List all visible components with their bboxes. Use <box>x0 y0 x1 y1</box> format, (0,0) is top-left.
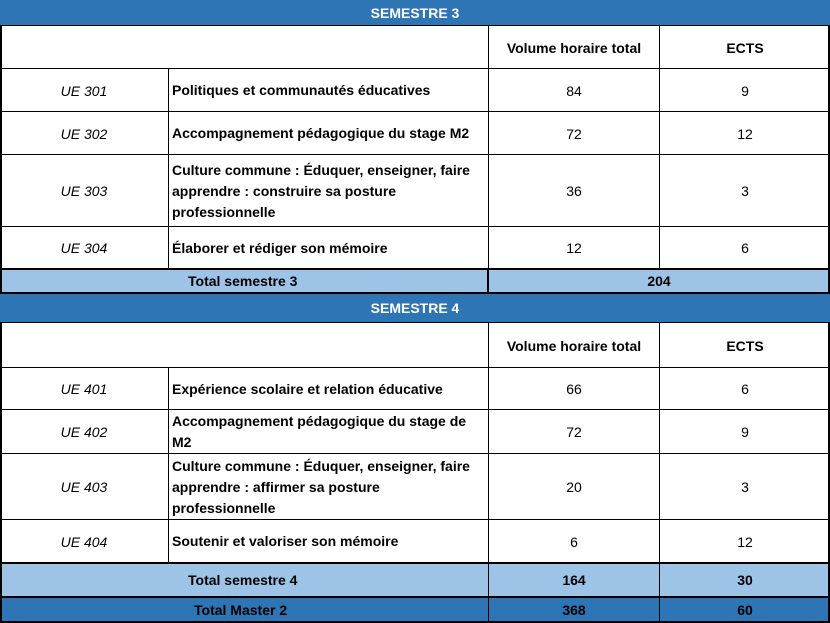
ue-code: UE 401 <box>60 381 108 397</box>
master-total-hours: 368 <box>488 597 660 623</box>
ue-code: UE 302 <box>60 125 108 142</box>
ue-code: UE 404 <box>60 533 108 550</box>
semester-3-title-band <box>0 0 830 26</box>
ue-title: Politiques et communautés éducatives <box>172 82 431 98</box>
ue-ects: 12 <box>737 533 753 550</box>
ue-code: UE 303 <box>60 183 108 199</box>
ue-title: Accompagnement pédagogique du stage de M2 <box>172 413 467 450</box>
ue-hours: 66 <box>566 381 582 397</box>
ue-code: UE 301 <box>60 82 108 99</box>
ue-title: Élaborer et rédiger son mémoire <box>172 239 388 256</box>
semester-4-volume-header: Volume horaire total <box>506 337 642 354</box>
ue-ects: 9 <box>741 424 749 440</box>
semester-4-title: SEMESTRE 4 <box>370 300 460 316</box>
ue-ects: 6 <box>741 240 749 256</box>
semester-4-total-hours: 164 <box>488 563 660 597</box>
semester-3-title: SEMESTRE 3 <box>370 5 460 21</box>
ue-hours: 20 <box>566 479 582 495</box>
ue-hours: 6 <box>570 533 578 550</box>
ue-title: Culture commune : Éduquer, enseigner, faire apprendre : affirmer sa posture professionnelle <box>172 457 470 516</box>
semester-4-total-label: Total semestre 4 <box>0 563 488 597</box>
ue-hours: 36 <box>566 183 582 199</box>
ue-title: Expérience scolaire et relation éducative <box>172 380 443 397</box>
semester-3-volume-header: Volume horaire total <box>506 39 642 56</box>
ue-hours: 84 <box>566 82 582 99</box>
ue-code: UE 403 <box>60 479 108 495</box>
semester-4-title-band <box>0 293 830 323</box>
master-total-label: Total Master 2 <box>0 597 488 623</box>
ue-code: UE 304 <box>60 240 108 256</box>
ue-hours: 72 <box>566 125 582 142</box>
semester-3-ects-header: ECTS <box>726 39 764 56</box>
semester-3-total-hours: 204 <box>488 269 830 293</box>
ue-ects: 3 <box>741 183 749 199</box>
semester-3-total-label: Total semestre 3 <box>0 269 488 293</box>
semester-4-ects-header: ECTS <box>726 337 764 354</box>
ue-ects: 12 <box>737 125 753 142</box>
ue-code: UE 402 <box>60 424 108 440</box>
ue-title: Culture commune : Éduquer, enseigner, faire apprendre : construire sa posture professionnelle <box>172 161 470 220</box>
master-total-ects: 60 <box>660 597 830 623</box>
ue-ects: 6 <box>741 381 749 397</box>
ue-hours: 12 <box>566 240 582 256</box>
ue-hours: 72 <box>566 424 582 440</box>
ue-title: Accompagnement pédagogique du stage M2 <box>172 125 470 141</box>
ue-title: Soutenir et valoriser son mémoire <box>172 533 399 549</box>
ue-ects: 9 <box>741 82 749 99</box>
ue-ects: 3 <box>741 479 749 495</box>
semester-4-total-ects: 30 <box>660 563 830 597</box>
